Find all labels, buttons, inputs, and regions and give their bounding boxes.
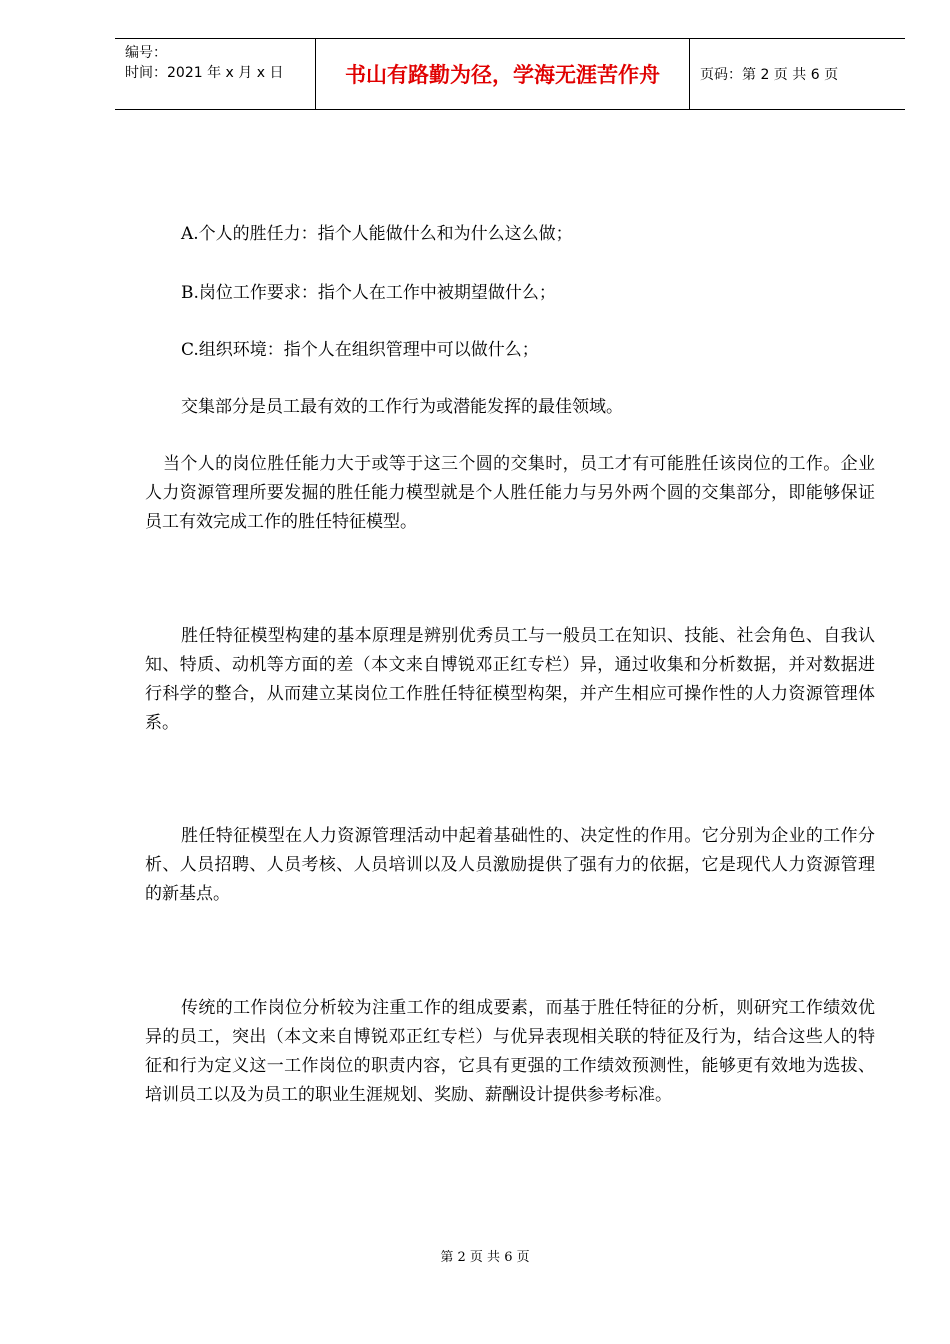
paragraph-intersection: 交集部分是员工最有效的工作行为或潜能发挥的最佳领域。 (181, 397, 623, 417)
document-date: 时间：2021 年 x 月 x 日 (125, 65, 284, 81)
paragraph-principle: 胜任特征模型构建的基本原理是辨别优秀员工与一般员工在知识、技能、社会角色、自我认知、特质、动机等方面的差（本文来自博锐邓正红专栏）异，通过收集和分析数据，并对数据进行科学的整合，从而建立某岗位工作胜任特征模型构架，并产生相应可操作性的人力资源管理体系。 (145, 626, 875, 733)
header-motto: 书山有路勤为径，学海无涯苦作舟 (345, 63, 660, 87)
list-item-b: B.岗位工作要求：指个人在工作中被期望做什么； (181, 283, 556, 303)
header-page-info: 页码：第 2 页 共 6 页 (700, 67, 839, 83)
page-footer: 第 2 页 共 6 页 (440, 1250, 530, 1265)
paragraph-competency: 当个人的岗位胜任能力大于或等于这三个圆的交集时，员工才有可能胜任该岗位的工作。企业人力资源管理所要发掘的胜任能力模型就是个人胜任能力与另外两个圆的交集部分，即能够保证员工有效完成工作的胜任特征模型。 (145, 454, 875, 532)
header-divider (689, 39, 690, 109)
document-number-label: 编号： (125, 45, 167, 61)
page-header (115, 38, 905, 110)
paragraph-role: 胜任特征模型在人力资源管理活动中起着基础性的、决定性的作用。它分别为企业的工作分析、人员招聘、人员考核、人员培训以及人员激励提供了强有力的依据，它是现代人力资源管理的新基点。 (145, 826, 875, 904)
list-item-a: A.个人的胜任力：指个人能做什么和为什么这么做； (181, 224, 573, 244)
header-meta (125, 43, 315, 83)
paragraph-traditional: 传统的工作岗位分析较为注重工作的组成要素，而基于胜任特征的分析，则研究工作绩效优异的员工，突出（本文来自博锐邓正红专栏）与优异表现相关联的特征及行为，结合这些人的特征和行为定义这一工作岗位的职责内容，它具有更强的工作绩效预测性，能够更有效地为选拔、培训员工以及为员工的职业生涯规划、奖励、薪酬设计提供参考标准。 (145, 998, 875, 1105)
list-item-c: C.组织环境：指个人在组织管理中可以做什么； (181, 340, 539, 360)
